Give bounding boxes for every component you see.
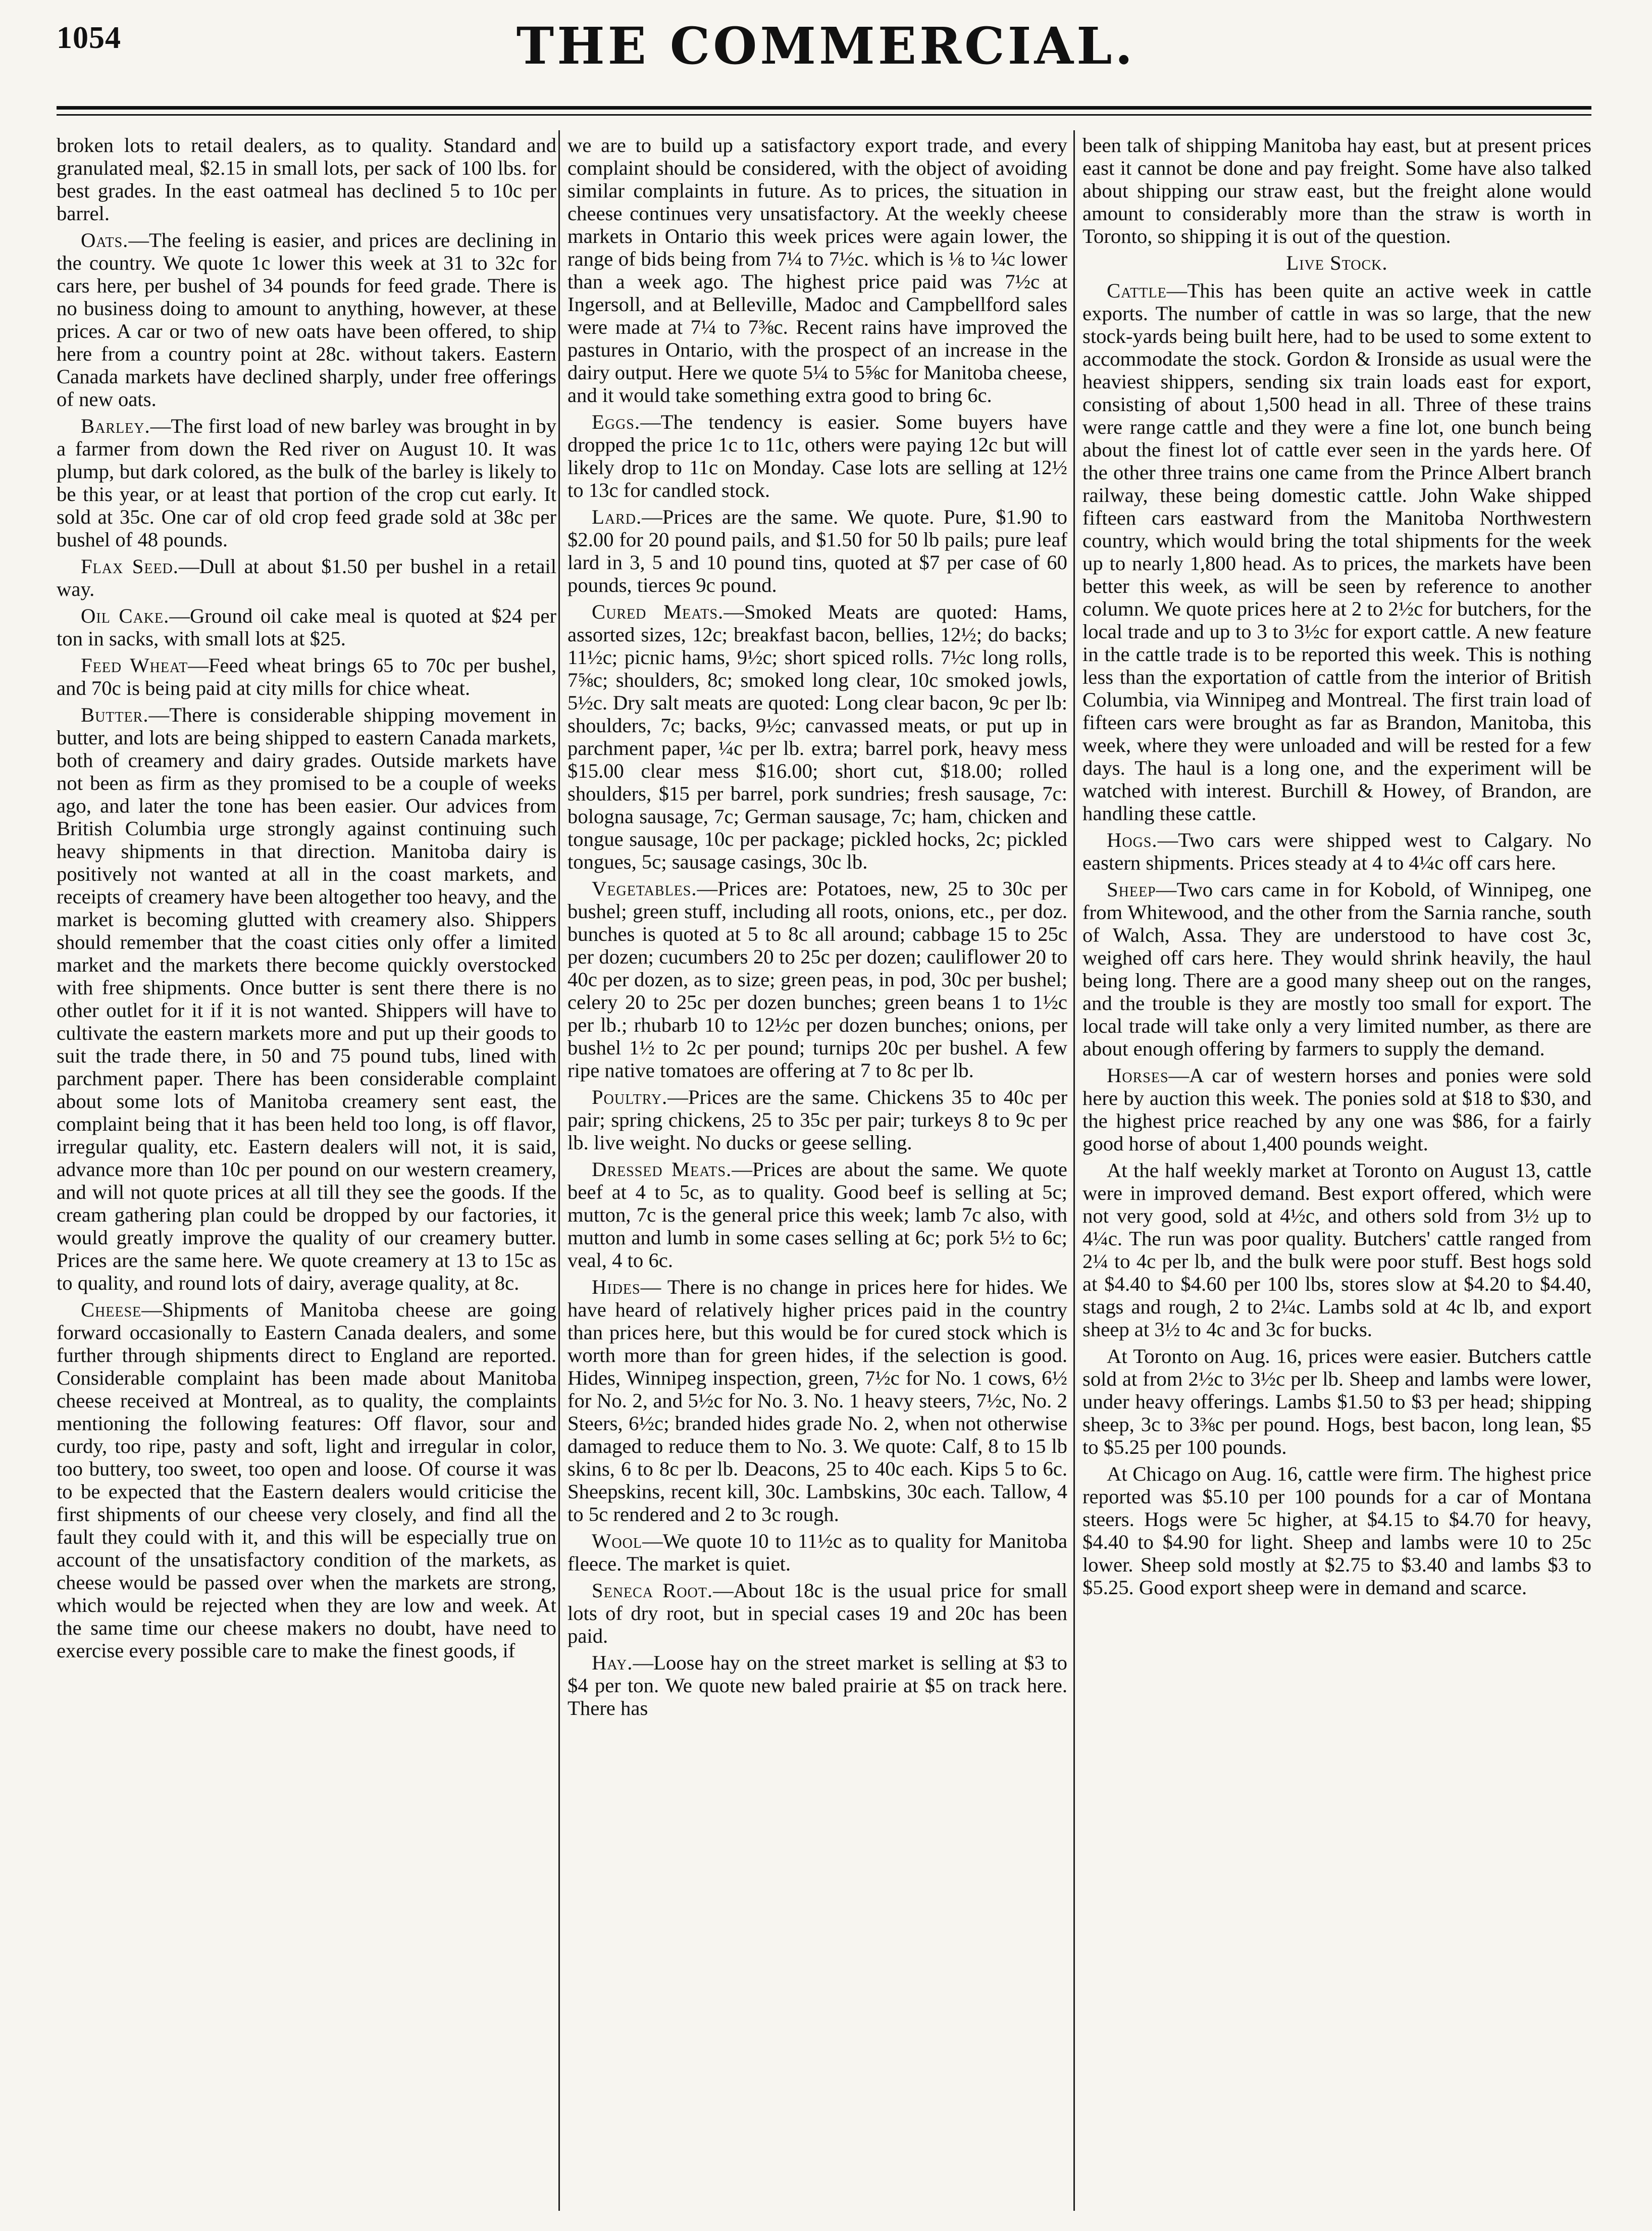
paragraph-lead: Eggs.	[592, 411, 641, 433]
paragraph-body: — There is no change in prices here for hides. We have heard of relatively higher prices paid in the country than prices here, but this would be for cured stock which is worth more than for green hides, if the selection is good. Hides, Winnipeg inspection, green, 7½c for No. 1 cows, 6½ for No. 2, and 5½c for No. 3. No. 1 heavy steers, 7½c, No. 2 Steers, 6½c; branded hides grade No. 2, when not otherwise damaged to reduce them to No. 3. We quote: Calf, 8 to 15 lb skins, 6 to 8c per lb. Deacons, 25 to 40c each. Kips 5 to 6c. Sheepskins, recent kill, 30c. Lambskins, 30c each. Tallow, 4 to 5c rendered and 2 to 3c rough.	[567, 1276, 1067, 1526]
article-paragraph	[567, 411, 1067, 501]
article-paragraph	[1082, 878, 1591, 1060]
paragraph-body: broken lots to retail dealers, as to quality. Standard and granulated meal, $2.15 in small lots, per sack of 100 lbs. for best grades. In the east oatmeal has declined 5 to 10c per barrel.	[57, 134, 556, 225]
article-paragraph	[567, 134, 1067, 407]
paragraph-body: —About 18c is the usual price for small lots of dry root, but in special cases 19 and 20c has been paid.	[567, 1579, 1067, 1647]
masthead-title: THE COMMERCIAL.	[516, 16, 1136, 76]
paragraph-body: —The first load of new barley was brought in by a farmer from down the Red river on August 10. It was plump, but dark colored, as the bulk of the barley is likely to be this year, or at least that portion of the crop cut early. It sold at 35c. One car of old crop feed grade sold at 38c per bushel of 48 pounds.	[57, 415, 556, 551]
paragraph-lead: Oil Cake.	[81, 604, 170, 627]
paragraph-body: At the half weekly market at Toronto on August 13, cattle were in improved demand. Best export offered, which were not very good, sold at 4½c, and others sold from 3½ up to 4¼c. The run was poor quality. Butchers' cattle ranged from 2¼ to 4c per lb, and the bulk were poor stuff. Best hogs sold at $4.40 to $4.60 per 100 lbs, stores slow at $4.20 to $4.40, stags and rough, 2 to 2¼c. Lambs sold at 4c lb, and export sheep at 3½ to 4c and 3c for bucks.	[1082, 1159, 1591, 1341]
paragraph-body: we are to build up a satisfactory export trade, and every complaint should be considered, with the object of avoiding similar complaints in future. As to prices, the situation in cheese continues very unsatisfactory. At the weekly cheese markets in Ontario this week prices were again lower, the range of bids being from 7¼ to 7½c. which is ⅛ to ¼c lower than a week ago. The highest price paid was 7½c at Ingersoll, and at Belleville, Madoc and Campbellford sales were made at 7¼ to 7⅜c. Recent rains have improved the pastures in Ontario, with the prospect of an increase in the dairy output. Here we quote 5¼ to 5⅝c for Manitoba cheese, and it would take something extra good to bring 6c.	[567, 134, 1067, 407]
article-paragraph	[1082, 1064, 1591, 1155]
paragraph-body: —A car of western horses and ponies were sold here by auction this week. The ponies sold at $18 to $30, and the highest price reached by any one was $86, for a fairly good horse of about 1,400 pounds weight.	[1082, 1064, 1591, 1155]
paragraph-body: —Two cars were shipped west to Calgary. No eastern shipments. Prices steady at 4 to 4¼c off cars here.	[1082, 829, 1591, 874]
article-paragraph	[57, 555, 556, 600]
column-3	[1082, 134, 1591, 2214]
paragraph-body: —Prices are: Potatoes, new, 25 to 30c per bushel; green stuff, including all roots, onions, etc., per doz. bunches is quoted at 5 to 8c all around; cabbage 15 to 25c per dozen; cucumbers 20 to 25c per dozen; cauliflower 20 to 40c per dozen, as to size; green peas, in pod, 30c per bushel; celery 20 to 25c per dozen bunches; green beans 1 to 1½c per lb.; rhubarb 10 to 12½c per dozen bunches; onions, per bushel 1½ to 2c per pound; turnips 20c per bushel. A few ripe native tomatoes are offering at 7 to 8c per lb.	[567, 877, 1067, 1082]
paragraph-lead: Butter.	[81, 703, 149, 726]
article-paragraph	[567, 600, 1067, 873]
paragraph-lead: Poultry.	[592, 1086, 668, 1108]
paragraph-lead: Cattle	[1107, 279, 1167, 302]
article-paragraph	[1082, 1159, 1591, 1341]
paragraph-body: —Prices are about the same. We quote beef at 4 to 5c, as to quality. Good beef is selling at 5c; mutton, 7c is the general price this week; lamb 7c also, with mutton and lumb in some cases selling at 6c; pork 5½ to 6c; veal, 4 to 6c.	[567, 1158, 1067, 1272]
paragraph-body: —We quote 10 to 11½c as to quality for Manitoba fleece. The market is quiet.	[567, 1530, 1067, 1575]
article-paragraph	[567, 877, 1067, 1082]
article-paragraph	[1082, 1345, 1591, 1458]
column-divider-2	[1073, 130, 1075, 2211]
paragraph-lead: Cured Meats.	[592, 600, 724, 623]
article-paragraph	[57, 1298, 556, 1662]
paragraph-body: —Ground oil cake meal is quoted at $24 per ton in sacks, with small lots at $25.	[57, 604, 556, 650]
paragraph-body: —Shipments of Manitoba cheese are going forward occasionally to Eastern Canada dealers, and some further through shipments direct to England are reported. Considerable complaint has been made about Manitoba cheese received at Montreal, as to quality, the complaints mentioning the following features: Off flavor, sour and curdy, too ripe, pasty and soft, light and irregular in color, too buttery, too sweet, too open and loose. Of course it was to be expected that the Eastern dealers would criticise the first shipments of our cheese very closely, and find all the fault they could with it, and this will be especially true on account of the unsatisfactory condition of the markets, as cheese would be passed over when the markets are strong, which would be rejected when they are low and week. At the same time our cheese makers no doubt, have need to exercise every possible care to make the finest goods, if	[57, 1298, 556, 1662]
paragraph-lead: Lard.	[592, 505, 642, 528]
article-paragraph	[57, 654, 556, 699]
article-paragraph	[567, 1530, 1067, 1575]
paragraph-lead: Dressed Meats.	[592, 1158, 732, 1181]
section-heading: Live Stock.	[1286, 251, 1388, 274]
paragraph-body: —Feed wheat brings 65 to 70c per bushel, and 70c is being paid at city mills for chice wheat.	[57, 654, 556, 699]
article-paragraph	[1082, 829, 1591, 874]
paragraph-lead: Cheese	[81, 1298, 142, 1321]
article-paragraph	[567, 1579, 1067, 1647]
paragraph-body: —This has been quite an active week in cattle exports. The number of cattle in was so large, that the new stock-yards being built here, had to be used to some extent to accommodate the stock. Gordon & Ironside as usual were the heaviest shippers, sending six train loads east for export, consisting of about 1,500 head in all. Three of these trains were range cattle and they were a fine lot, one bunch being about the finest lot of cattle ever seen in the yards here. Of the other three trains one came from the Prince Albert branch railway, these being domestic cattle. John Wake shipped fifteen cars eastward from the Manitoba Northwestern country, which would bring the total shipments for the week up to nearly 1,800 head. As to prices, the markets have been better this week, as will be seen by reference to another column. We quote prices here at 2 to 2½c for butchers, for the local trade and up to 3 to 3½c for export cattle. A new feature in the cattle trade is to be reported this week. This is nothing less than the exportation of cattle from the interior of British Columbia, via Winnipeg and Montreal. The first train load of fifteen cars were brought as far as Brandon, Manitoba, this week, where they were unloaded and will be rested for a few days. The haul is a long one, and the experiment will be watched with interest. Burchill & Howey, of Brandon, are handling these cattle.	[1082, 279, 1591, 825]
article-paragraph	[567, 1276, 1067, 1526]
paragraph-body: At Chicago on Aug. 16, cattle were firm. The highest price reported was $5.10 per 100 pounds for a car of Montana steers. Hogs were 5c higher, at $4.15 to $4.70 for heavy, $4.40 to $4.90 for light. Sheep and lambs were 10 to 25c lower. Sheep sold mostly at $2.75 to $3.40 and lambs $3 to $5.25. Good export sheep were in demand and scarce.	[1082, 1462, 1591, 1599]
column-1	[57, 134, 556, 2214]
paragraph-lead: Oats.	[81, 229, 129, 251]
article-paragraph	[1082, 279, 1591, 825]
paragraph-lead: Hogs.	[1107, 829, 1158, 851]
page-number: 1054	[57, 21, 121, 55]
paragraph-lead: Barley.	[81, 415, 150, 437]
article-paragraph	[1082, 1462, 1591, 1599]
paragraph-body: been talk of shipping Manitoba hay east, but at present prices east it cannot be done and pay freight. Some have also talked about shipping our straw east, but the freight alone would amount to considerably more than the straw is worth in Toronto, so shipping it is out of the question.	[1082, 134, 1591, 247]
article-paragraph	[567, 1651, 1067, 1719]
column-divider-1	[558, 130, 560, 2211]
paragraph-lead: Hides	[592, 1276, 641, 1298]
column-2	[567, 134, 1067, 2214]
paragraph-lead: Seneca Root.	[592, 1579, 713, 1602]
paragraph-body: —Smoked Meats are quoted: Hams, assorted sizes, 12c; breakfast bacon, bellies, 12½; do backs; 11½c; picnic hams, 9½c; short spiced rolls. 7½c long rolls, 7⅝c; shoulders, 8c; smoked long clear, 10c smoked jowls, 5½c. Dry salt meats are quoted: Long clear bacon, 9c per lb: shoulders, 7c; backs, 9½c; canvassed meats, or put up in parchment paper, ¼c per lb. extra; barrel pork, heavy mess $15.00 clear mess $16.00; short cut, $18.00; rolled shoulders, $15 per barrel, pork sundries; fresh sausage, 7c: bologna sausage, 7c; German sausage, 7c; ham, chicken and tongue sausage, 10c per package; pickled hocks, 2c; pickled tongues, 5c; sausage casings, 30c lb.	[567, 600, 1067, 873]
paragraph-body: At Toronto on Aug. 16, prices were easier. Butchers cattle sold at from 2½c to 3½c per lb. Sheep and lambs were lower, under heavy offerings. Lambs $1.50 to $3 per head; shipping sheep, 3c to 3⅜c per pound. Hogs, best bacon, long lean, $5 to $5.25 per 100 pounds.	[1082, 1345, 1591, 1458]
article-paragraph	[567, 1158, 1067, 1272]
paragraph-body: —The feeling is easier, and prices are declining in the country. We quote 1c lower this week at 31 to 32c for cars here, per bushel of 34 pounds for feed grade. There is no business doing to amount to anything, however, at these prices. A car or two of new oats have been offered, to ship here from a country point at 28c. without takers. Eastern Canada markets have declined sharply, under free offerings of new oats.	[57, 229, 556, 411]
paragraph-body: —The tendency is easier. Some buyers have dropped the price 1c to 11c, others were paying 12c but will likely drop to 11c on Monday. Case lots are selling at 12½ to 13c for candled stock.	[567, 411, 1067, 501]
article-paragraph	[57, 703, 556, 1294]
paragraph-lead: Vegetables.	[592, 877, 697, 900]
article-paragraph	[57, 604, 556, 650]
paragraph-lead: Horses	[1107, 1064, 1169, 1087]
article-paragraph	[567, 505, 1067, 596]
article-paragraph	[567, 1086, 1067, 1154]
paragraph-lead: Feed Wheat	[81, 654, 188, 677]
article-paragraph	[57, 229, 556, 411]
paragraph-body: —There is considerable shipping movement in butter, and lots are being shipped to eastern Canada markets, both of creamery and dairy grades. Outside markets have not been as firm as they promised to be a couple of weeks ago, and later the tone has been easier. Our advices from British Columbia urge strongly against continuing such heavy shipments in that direction. Manitoba dairy is positively not wanted at all in the coast markets, and receipts of creamery have been altogether too heavy, and the market is becoming glutted with creamery also. Shippers should remember that the coast cities only offer a limited market and the markets there become quickly overstocked with free shipments. Once butter is sent there there is no other outlet for it if it is not wanted. Shippers will have to cultivate the eastern markets more and put up their goods to suit the trade there, in 50 and 75 pound tubs, lined with parchment paper. There has been considerable complaint about some lots of Manitoba creamery sent east, the complaint being that it has been held too long, is off flavor, irregular quality, etc. Eastern dealers will not, it is said, advance more than 10c per pound on our western creamery, and will not quote prices at all till they see the goods. If the cream gathering plan could be dropped by our factories, it would greatly improve the quality of our creamery butter. Prices are the same here. We quote creamery at 13 to 15c as to quality, and round lots of dairy, average quality, at 8c.	[57, 703, 556, 1294]
masthead-rule-thick	[57, 106, 1591, 110]
paragraph-body: —Prices are the same. Chickens 35 to 40c per pair; spring chickens, 25 to 35c per pair; turkeys 8 to 9c per lb. live weight. No ducks or geese selling.	[567, 1086, 1067, 1154]
paragraph-lead: Flax Seed.	[81, 555, 179, 578]
article-paragraph	[57, 415, 556, 551]
paragraph-body: —Loose hay on the street market is selling at $3 to $4 per ton. We quote new baled prairie at $5 on track here. There has	[567, 1651, 1067, 1719]
paragraph-lead: Wool	[592, 1530, 642, 1552]
paragraph-body: —Dull at about $1.50 per bushel in a retail way.	[57, 555, 556, 600]
article-paragraph	[57, 134, 556, 225]
masthead-rule-thin	[57, 114, 1591, 116]
paragraph-body: —Two cars came in for Kobold, of Winnipeg, one from Whitewood, and the other from the Sarnia ranche, south of Walch, Assa. They are understood to have cost 3c, weighed off cars here. They would shrink heavily, the haul being long. There are a good many sheep out on the ranges, and the trouble is they are mostly too small for export. The local trade will take only a very limited number, as there are about enough offering by farmers to supply the demand.	[1082, 878, 1591, 1060]
paragraph-body: —Prices are the same. We quote. Pure, $1.90 to $2.00 for 20 pound pails, and $1.50 for 50 lb pails; pure leaf lard in 3, 5 and 10 pound tins, quoted at $7 per case of 60 pounds, tierces 9c pound.	[567, 505, 1067, 596]
paragraph-lead: Sheep	[1107, 878, 1156, 901]
article-paragraph	[1082, 134, 1591, 247]
paragraph-lead: Hay.	[592, 1651, 633, 1674]
